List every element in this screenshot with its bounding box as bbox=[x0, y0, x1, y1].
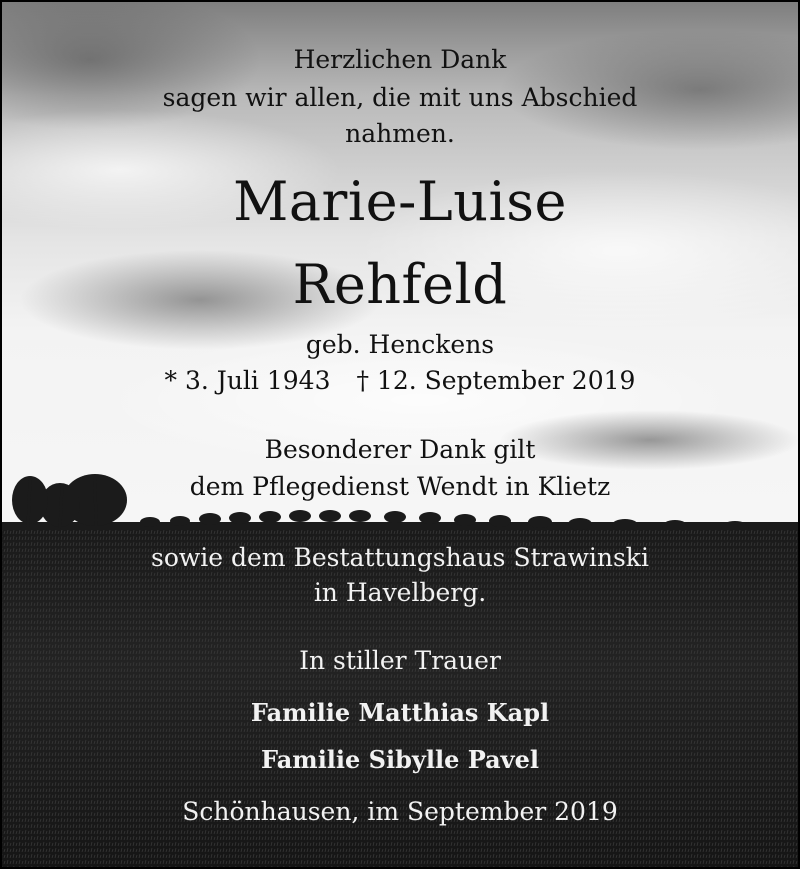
thanks-line-1: Besonderer Dank gilt bbox=[264, 435, 536, 464]
death-date: † 12. September 2019 bbox=[356, 366, 636, 395]
intro-line-1: Herzlichen Dank bbox=[293, 45, 507, 74]
life-dates bbox=[0, 366, 800, 396]
birth-date: * 3. Juli 1943 bbox=[164, 366, 331, 395]
thanks-line-2: dem Pflegedienst Wendt in Klietz bbox=[189, 472, 611, 501]
mourning-line: In stiller Trauer bbox=[299, 646, 501, 675]
place-and-date: Schönhausen, im September 2019 bbox=[182, 797, 618, 826]
birth-name: geb. Henckens bbox=[305, 330, 495, 359]
intro-line-3: nahmen. bbox=[345, 119, 455, 148]
family-2: Familie Sibylle Pavel bbox=[261, 745, 539, 774]
deceased-surname: Rehfeld bbox=[292, 253, 508, 316]
thanks-line-4: in Havelberg. bbox=[313, 578, 487, 607]
intro-line-2: sagen wir allen, die mit uns Abschied bbox=[162, 83, 638, 112]
thanks-line-3: sowie dem Bestattungshaus Strawinski bbox=[151, 543, 649, 572]
deceased-first-name: Marie-Luise bbox=[233, 170, 567, 233]
family-1: Familie Matthias Kapl bbox=[250, 698, 550, 727]
